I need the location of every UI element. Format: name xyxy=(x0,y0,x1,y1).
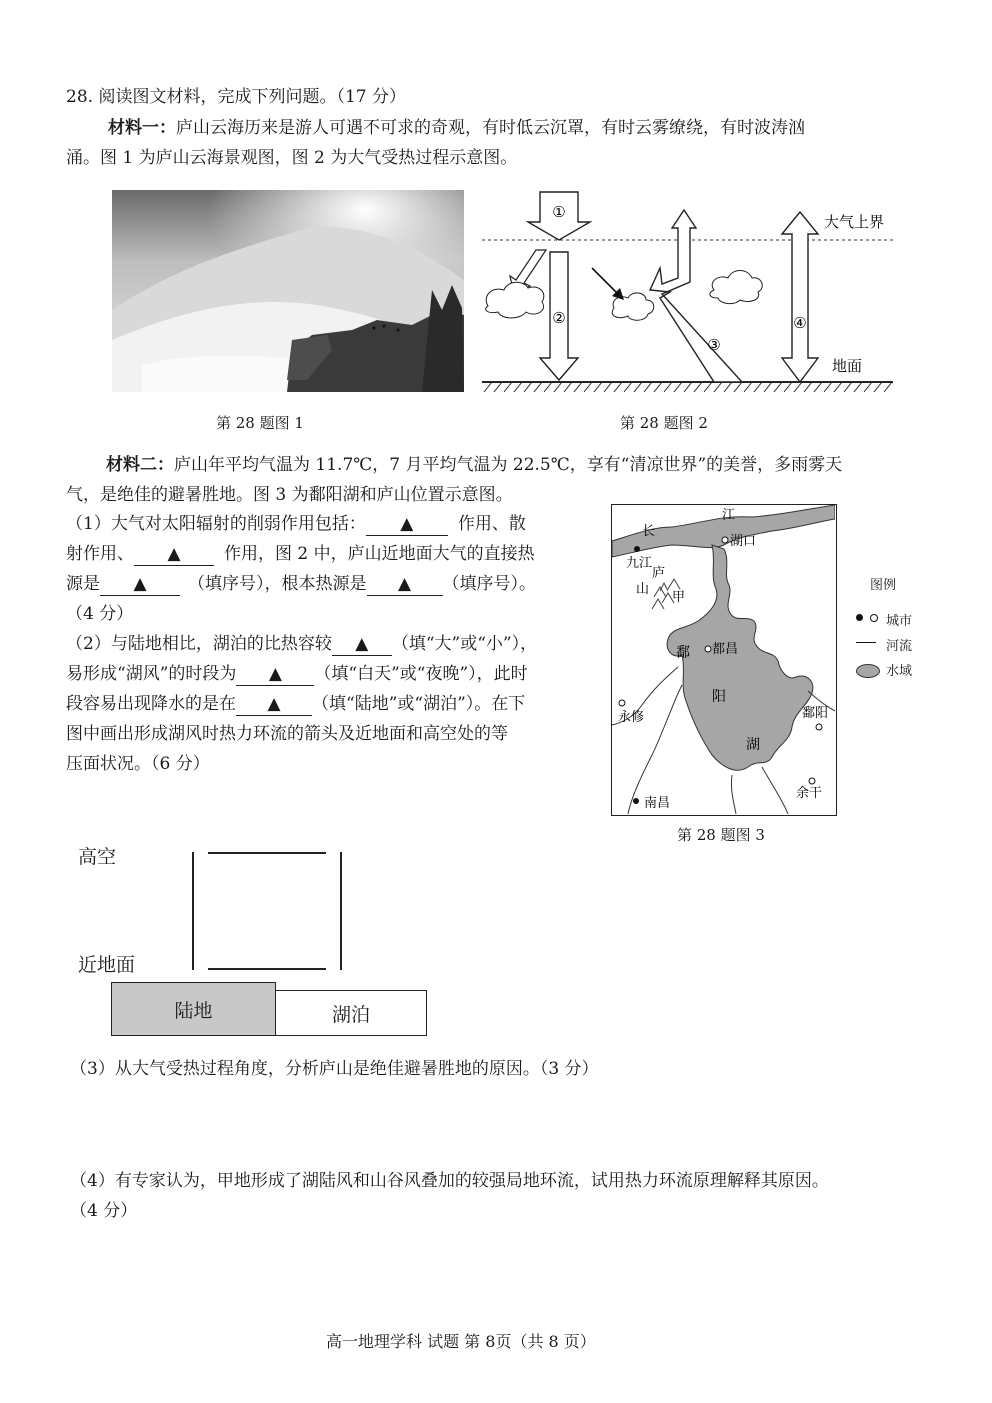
q2-line5: 压面状况。（6 分） xyxy=(66,754,210,774)
label-hu: 湖 xyxy=(746,737,760,753)
q2-line4: 图中画出形成湖风时热力环流的箭头及近地面和高空处的等 xyxy=(66,724,508,744)
circulation-high-isobar[interactable] xyxy=(208,852,326,854)
legend-water-label: 水域 xyxy=(886,664,913,679)
map-legend xyxy=(852,574,932,684)
q2-text-c: 易形成“湖风”的时段为 xyxy=(66,664,237,684)
land-label: 陆地 xyxy=(174,999,213,1022)
arrow-4-double xyxy=(782,212,818,382)
q1-text-d: 作用，图 2 中，庐山近地面大气的直接热 xyxy=(224,544,535,564)
material2-line1 xyxy=(106,454,842,476)
q2-blank-3[interactable]: ▲ xyxy=(236,693,312,716)
label-chang: 长 xyxy=(642,524,656,539)
label-poyang: 鄱阳 xyxy=(802,706,829,721)
q2-blank-2[interactable]: ▲ xyxy=(236,663,314,686)
figure3-map xyxy=(611,504,837,816)
lake-block xyxy=(275,990,427,1036)
circulation-ground-isobar[interactable] xyxy=(208,968,326,970)
river-xinjiang xyxy=(762,767,788,814)
q2-line1 xyxy=(66,633,537,656)
q2-line3 xyxy=(66,693,525,716)
q1-blank-3[interactable]: ▲ xyxy=(100,573,180,596)
material1-line2: 涌。图 1 为庐山云海景观图，图 2 为大气受热过程示意图。 xyxy=(66,148,518,168)
q2-line2 xyxy=(66,663,528,686)
land-block xyxy=(111,982,276,1036)
material1-text1: 庐山云海历来是游人可遇不可求的奇观，有时低云沉罩，有时云雾缭绕，有时波涛汹 xyxy=(176,118,805,138)
question-title: 28. 阅读图文材料，完成下列问题。（17 分） xyxy=(66,87,406,107)
q1-blank-2[interactable]: ▲ xyxy=(134,543,214,566)
page-footer: 高一地理学科 试题 第 8页（共 8 页） xyxy=(326,1332,596,1351)
legend-title: 图例 xyxy=(870,578,897,593)
atmosphere-top-label: 大气上界 xyxy=(824,213,885,231)
circulation-right-line xyxy=(340,852,342,970)
label-nanchang: 南昌 xyxy=(644,796,671,811)
legend-water-swatch xyxy=(856,664,880,678)
cloud-left xyxy=(486,282,544,318)
marker-2: ② xyxy=(552,309,566,327)
ground-label: 地面 xyxy=(832,357,863,375)
figure1-caption: 第 28 题图 1 xyxy=(216,414,304,432)
q1-text-e: 源是 xyxy=(66,574,100,594)
material2-text1: 庐山年平均气温为 11.7℃，7 月平均气温为 22.5℃，享有“清凉世界”的美誉，多雨雾天 xyxy=(174,455,843,475)
q1-text-a: （1）大气对太阳辐射的削弱作用包括： xyxy=(66,514,366,534)
q1-text-c: 射作用、 xyxy=(66,544,134,564)
label-yang: 阳 xyxy=(712,689,726,705)
q2-text-d: （填“白天”或“夜晚”），此时 xyxy=(314,664,528,684)
q2-text-e: 段容易出现降水的是在 xyxy=(66,694,236,714)
q4-line2: （4 分） xyxy=(70,1201,138,1221)
figure1-cloud-sea-photo xyxy=(112,190,464,392)
material1-label: 材料一： xyxy=(108,118,176,138)
city-nanchang-dot xyxy=(633,798,639,804)
legend-river-label: 河流 xyxy=(886,639,913,654)
marker-1: ① xyxy=(552,203,566,221)
city-yongxiu-dot xyxy=(619,700,625,706)
material2-label: 材料二： xyxy=(106,455,174,475)
label-po: 鄱 xyxy=(676,645,690,661)
q1-blank-1[interactable]: ▲ xyxy=(366,513,448,536)
circulation-ground-label: 近地面 xyxy=(78,954,136,976)
city-jiujiang-dot xyxy=(634,546,640,552)
arrow-to-cloud xyxy=(592,268,620,296)
city-hukou-dot xyxy=(722,537,728,543)
figure2-caption: 第 28 题图 2 xyxy=(620,414,708,432)
city-poyang-dot xyxy=(816,724,822,730)
city-yugan-dot xyxy=(809,778,815,784)
q1-text-f: （填序号），根本热源是 xyxy=(188,574,367,594)
figure2-heating-diagram xyxy=(478,188,898,398)
legend-river-line xyxy=(856,642,876,643)
label-jia: 甲 xyxy=(672,590,686,605)
q1-blank-4[interactable]: ▲ xyxy=(367,573,443,596)
legend-city-dot-open xyxy=(870,614,878,622)
figure3-caption: 第 28 题图 3 xyxy=(677,826,765,844)
river-ganjiang xyxy=(628,685,682,814)
q1-line2 xyxy=(66,543,535,566)
q1-text-b: 作用、散 xyxy=(457,514,526,534)
q2-blank-1[interactable]: ▲ xyxy=(332,633,392,656)
label-yugan: 余干 xyxy=(796,786,823,801)
legend-city-label: 城市 xyxy=(886,614,913,629)
label-lu: 庐 xyxy=(652,566,666,581)
q1-line3 xyxy=(66,573,536,596)
marker-4: ④ xyxy=(793,314,807,332)
material1-line1 xyxy=(108,117,805,139)
q3-text: （3）从大气受热过程角度，分析庐山是绝佳避暑胜地的原因。（3 分） xyxy=(70,1059,599,1079)
label-jiujiang: 九江 xyxy=(626,556,653,571)
river-fuhe xyxy=(731,775,736,814)
circulation-left-line xyxy=(192,852,194,970)
q1-text-g: （填序号）。 xyxy=(442,574,536,594)
lake-label: 湖泊 xyxy=(331,1003,370,1026)
cloud-right xyxy=(710,271,762,304)
q1-line4: （4 分） xyxy=(66,604,134,624)
legend-city-dot-filled xyxy=(856,614,863,621)
label-jiang: 江 xyxy=(722,508,736,523)
ground-hatch xyxy=(484,382,892,392)
q2-text-a: （2）与陆地相比，湖泊的比热容较 xyxy=(66,634,332,654)
q1-line1 xyxy=(66,513,526,536)
q4-line1: （4）有专家认为，甲地形成了湖陆风和山谷风叠加的较强局地环流，试用热力环流原理解释其原因。 xyxy=(70,1171,829,1191)
label-hukou: 湖口 xyxy=(730,534,757,549)
circulation-high-label: 高空 xyxy=(78,846,117,868)
city-duchang-dot xyxy=(705,646,711,652)
q2-text-f: （填“陆地”或“湖泊”）。在下 xyxy=(312,694,526,714)
label-duchang: 都昌 xyxy=(712,642,739,657)
label-shan: 山 xyxy=(636,582,650,597)
label-yongxiu: 永修 xyxy=(618,710,645,725)
q2-text-b: （填“大”或“小”）， xyxy=(391,634,538,654)
material2-line2: 气，是绝佳的避暑胜地。图 3 为鄱阳湖和庐山位置示意图。 xyxy=(66,485,513,505)
marker-3: ③ xyxy=(707,336,721,354)
